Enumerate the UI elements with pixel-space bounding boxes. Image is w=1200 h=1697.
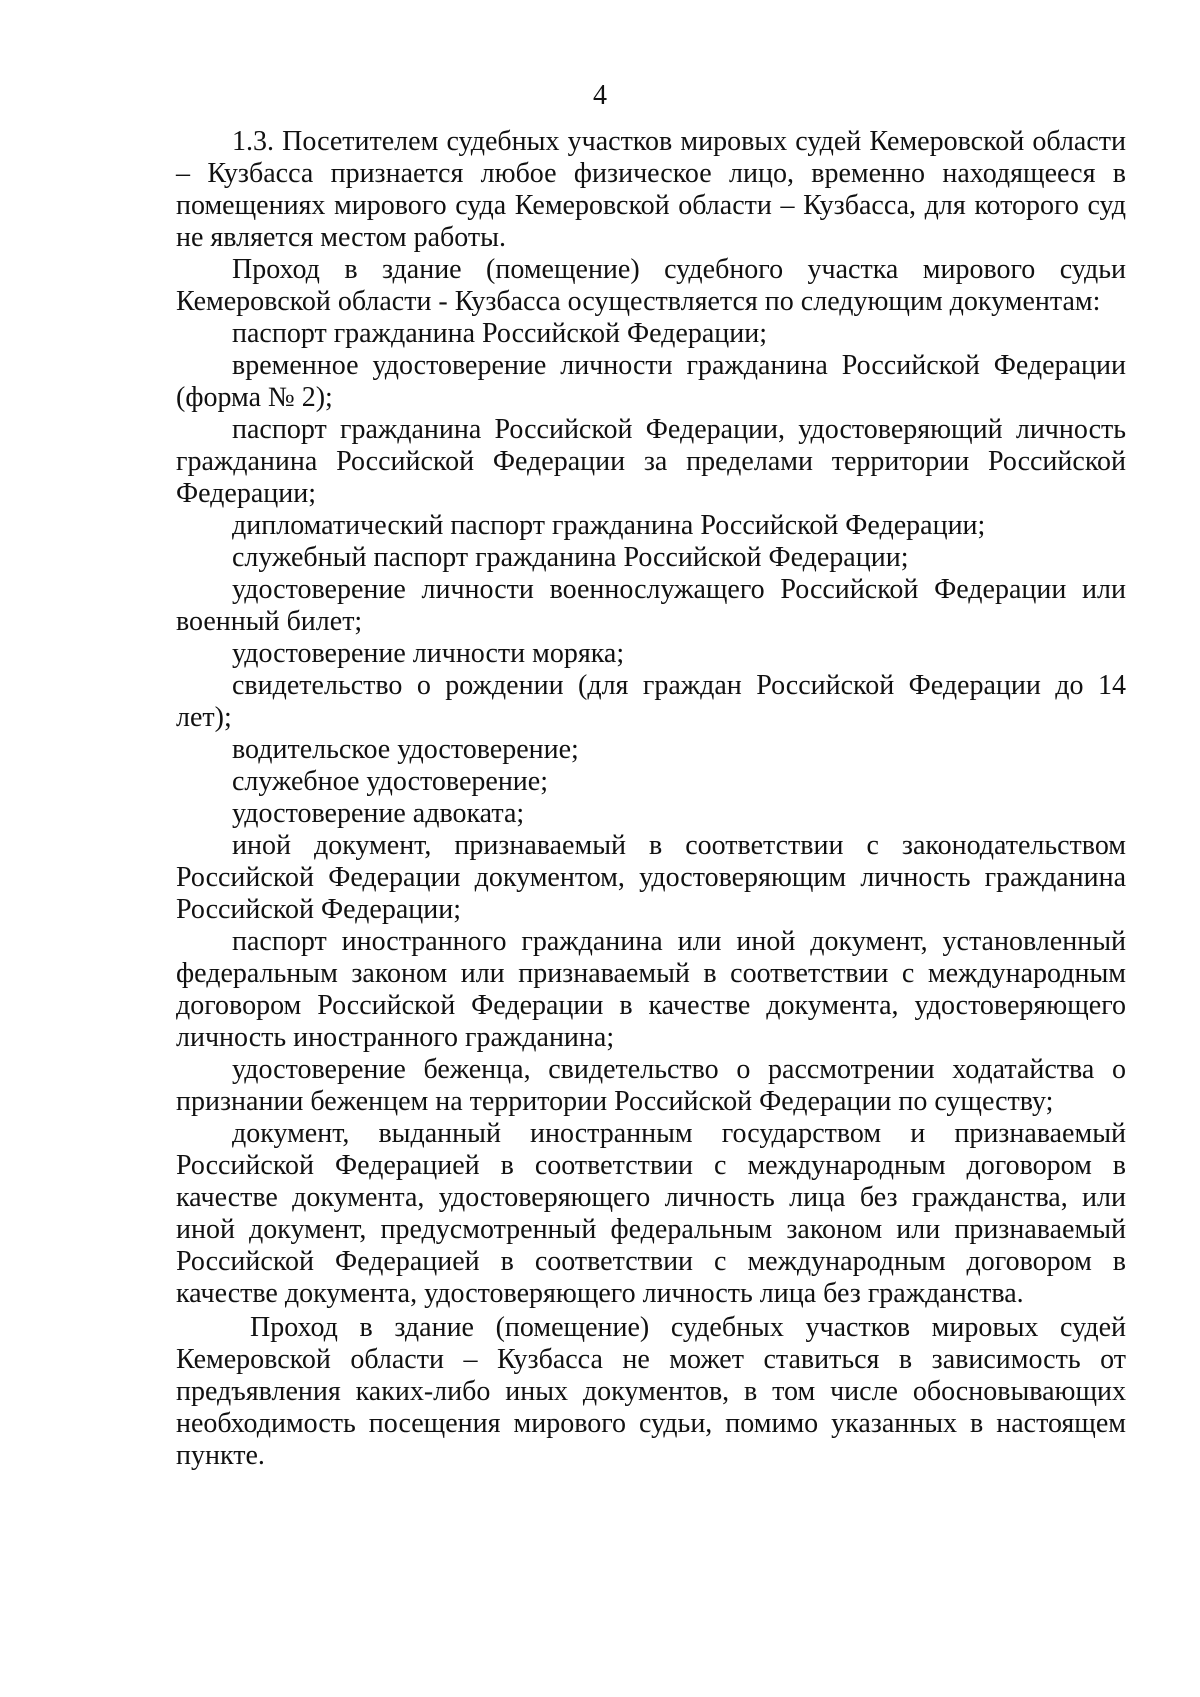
document-item-birth-certificate: свидетельство о рождении (для граждан Российской Федерации до 14 лет); — [176, 670, 1126, 733]
document-item-driver-license: водительское удостоверение; — [232, 734, 579, 765]
document-item-passport: паспорт гражданина Российской Федерации; — [232, 318, 768, 349]
document-item-other-id: иной документ, признаваемый в соответствии с законодательством Российской Федерации документом, удостоверяющим личность гражданина Российской Федерации; — [176, 830, 1126, 925]
entry-paragraph: Проход в здание (помещение) судебного участка мирового судьи Кемеровской области - Кузбасса осуществляется по следующим документам: — [176, 254, 1126, 317]
document-item-foreign-passport: паспорт иностранного гражданина или иной документ, установленный федеральным законом или признаваемый в соответствии с международным договором Российской Федерации в качестве документа, удостоверяющего личность иностранного гражданина; — [176, 926, 1126, 1053]
document-item-refugee-id: удостоверение беженца, свидетельство о рассмотрении ходатайства о признании беженцем на территории Российской Федерации по существу; — [176, 1054, 1126, 1117]
closing-paragraph: Проход в здание (помещение) судебных участков мировых судей Кемеровской области – Кузбасса не может ставиться в зависимость от предъявления каких-либо иных документов, в том числе обосновывающих необходимость посещения мирового судьи, помимо указанных в настоящем пункте. — [176, 1312, 1126, 1471]
document-item-military-id: удостоверение личности военнослужащего Российской Федерации или военный билет; — [176, 574, 1126, 637]
document-content — [176, 126, 1126, 1472]
page-number: 4 — [593, 80, 607, 111]
document-item-service-passport: служебный паспорт гражданина Российской Федерации; — [232, 542, 909, 573]
document-item-seaman-id: удостоверение личности моряка; — [232, 638, 625, 669]
document-item-service-id: служебное удостоверение; — [232, 766, 548, 797]
document-item-temporary-id: временное удостоверение личности гражданина Российской Федерации (форма № 2); — [176, 350, 1126, 413]
document-item-lawyer-id: удостоверение адвоката; — [232, 798, 525, 829]
intro-paragraph: 1.3. Посетителем судебных участков мировых судей Кемеровской области – Кузбасса признается любое физическое лицо, временно находящееся в помещениях мирового суда Кемеровской области – Кузбасса, для которого суд не является местом работы. — [176, 126, 1126, 253]
document-item-foreign-travel-passport: паспорт гражданина Российской Федерации, удостоверяющий личность гражданина Российской Федерации за пределами территории Российской Федерации; — [176, 414, 1126, 509]
document-item-stateless-id: документ, выданный иностранным государством и признаваемый Российской Федерацией в соответствии с международным договором в качестве документа, удостоверяющего личность лица без гражданства, или иной документ, предусмотренный федеральным законом или признаваемый Российской Федерацией в соответствии с международным договором в качестве документа, удостоверяющего личность лица без гражданства. — [176, 1118, 1126, 1309]
document-item-diplomatic-passport: дипломатический паспорт гражданина Российской Федерации; — [232, 510, 986, 541]
